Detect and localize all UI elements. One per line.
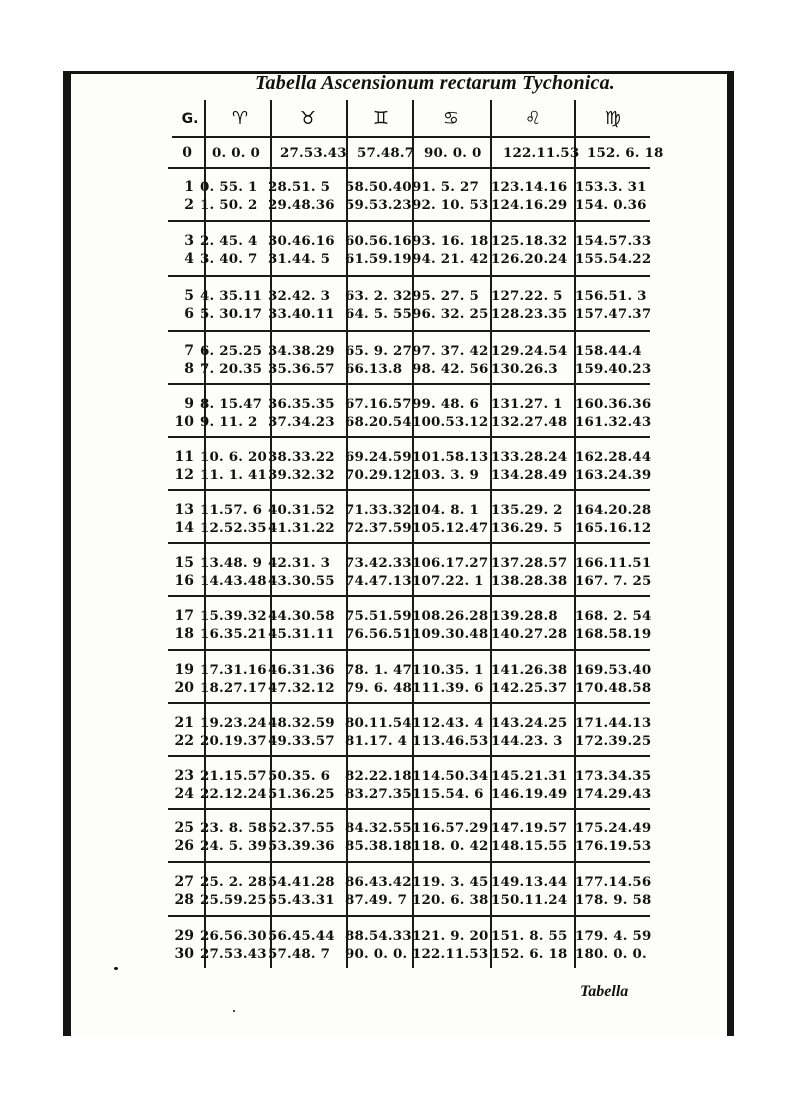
group-rule <box>168 755 650 757</box>
degree-label: 26 <box>174 838 194 854</box>
table-cell: 83.27.35 <box>345 786 412 802</box>
table-cell: 154.57.33 <box>575 233 652 249</box>
table-cell: 135.29. 2 <box>491 502 563 518</box>
table-cell: 36.35.35 <box>268 396 335 412</box>
table-cell: 125.18.32 <box>491 233 568 249</box>
table-cell: 161.32.43 <box>575 414 652 430</box>
group-rule <box>168 330 650 332</box>
table-cell: 130.26.3 <box>491 361 558 377</box>
degree-label: 5 <box>184 288 194 304</box>
header-sign-6: ♍ <box>604 108 622 129</box>
group-rule <box>168 489 650 491</box>
table-cell: 140.27.28 <box>491 626 568 642</box>
table-cell: 39.32.32 <box>268 467 335 483</box>
header-sign-2: ♉ <box>299 108 317 129</box>
degree-label: 15 <box>174 555 194 571</box>
table-cell: 150.11.24 <box>491 892 568 908</box>
table-cell: 17.31.16 <box>200 662 267 678</box>
table-cell: 16.35.21 <box>200 626 267 642</box>
table-cell: 158.44.4 <box>575 343 642 359</box>
table-cell: 13.48. 9 <box>200 555 263 571</box>
table-cell: 174.29.43 <box>575 786 652 802</box>
group-rule <box>168 808 650 810</box>
degree-label: 8 <box>184 361 194 377</box>
table-cell: 156.51. 3 <box>575 288 647 304</box>
table-cell: 136.29. 5 <box>491 520 563 536</box>
table-cell: 52.37.55 <box>268 820 335 836</box>
table-cell: 137.28.57 <box>491 555 568 571</box>
table-cell: 131.27. 1 <box>491 396 563 412</box>
table-cell: 149.13.44 <box>491 874 568 890</box>
table-cell: 65. 9. 27 <box>345 343 413 359</box>
table-cell: 126.20.24 <box>491 251 568 267</box>
table-cell: 4. 35.11 <box>200 288 263 304</box>
degree-label: 24 <box>174 786 194 802</box>
table-cell: 164.20.28 <box>575 502 652 518</box>
table-cell: 51.36.25 <box>268 786 335 802</box>
table-cell: 113.46.53 <box>412 733 489 749</box>
table-cell: 6. 25.25 <box>200 343 263 359</box>
table-cell: 132.27.48 <box>491 414 568 430</box>
group-rule <box>168 167 650 169</box>
table-cell: 76.56.51 <box>345 626 412 642</box>
table-cell: 72.37.59 <box>345 520 412 536</box>
table-cell: 75.51.59 <box>345 608 412 624</box>
table-cell: 26.56.30 <box>200 928 267 944</box>
table-cell: 9. 11. 2 <box>200 414 258 430</box>
degree-label: 22 <box>174 733 194 749</box>
group-rule <box>168 702 650 704</box>
table-cell: 96. 32. 25 <box>412 306 489 322</box>
table-cell: 145.21.31 <box>491 768 568 784</box>
table-cell: 97. 37. 42 <box>412 343 489 359</box>
header-sign-5: ♌ <box>524 108 542 129</box>
table-cell: 27.53.43 <box>280 145 347 161</box>
table-cell: 69.24.59 <box>345 449 412 465</box>
table-cell: 14.43.48 <box>200 573 267 589</box>
table-cell: 60.56.16 <box>345 233 412 249</box>
table-cell: 122.11.53 <box>412 946 489 962</box>
table-cell: 46.31.36 <box>268 662 335 678</box>
table-cell: 1. 50. 2 <box>200 197 258 213</box>
table-cell: 24. 5. 39 <box>200 838 268 854</box>
table-cell: 10. 6. 20 <box>200 449 268 465</box>
table-cell: 3. 40. 7 <box>200 251 258 267</box>
table-cell: 73.42.33 <box>345 555 412 571</box>
table-cell: 35.36.57 <box>268 361 335 377</box>
table-cell: 147.19.57 <box>491 820 568 836</box>
table-cell: 87.49. 7 <box>345 892 408 908</box>
degree-label: 18 <box>174 626 194 642</box>
degree-label: 3 <box>184 233 194 249</box>
table-cell: 139.28.8 <box>491 608 558 624</box>
degree-label: 13 <box>174 502 194 518</box>
table-cell: 88.54.33 <box>345 928 412 944</box>
table-cell: 81.17. 4 <box>345 733 408 749</box>
table-cell: 129.24.54 <box>491 343 568 359</box>
degree-label: 4 <box>184 251 194 267</box>
table-cell: 27.53.43 <box>200 946 267 962</box>
table-cell: 100.53.12 <box>412 414 489 430</box>
table-cell: 171.44.13 <box>575 715 652 731</box>
degree-label: 23 <box>174 768 194 784</box>
table-cell: 115.54. 6 <box>412 786 484 802</box>
table-cell: 179. 4. 59 <box>575 928 652 944</box>
degree-label: 28 <box>174 892 194 908</box>
table-cell: 48.32.59 <box>268 715 335 731</box>
table-cell: 71.33.32 <box>345 502 412 518</box>
table-cell: 95. 27. 5 <box>412 288 480 304</box>
table-cell: 123.14.16 <box>491 179 568 195</box>
degree-label: 9 <box>184 396 194 412</box>
table-cell: 80.11.54 <box>345 715 412 731</box>
table-cell: 109.30.48 <box>412 626 489 642</box>
table-cell: 55.43.31 <box>268 892 335 908</box>
table-cell: 148.15.55 <box>491 838 568 854</box>
table-cell: 74.47.13 <box>345 573 412 589</box>
table-cell: 152. 6. 18 <box>587 145 664 161</box>
table-cell: 30.46.16 <box>268 233 335 249</box>
degree-label: 21 <box>174 715 194 731</box>
header-rule <box>172 136 650 138</box>
table-cell: 134.28.49 <box>491 467 568 483</box>
table-cell: 63. 2. 32 <box>345 288 413 304</box>
table-cell: 124.16.29 <box>491 197 568 213</box>
table-cell: 37.34.23 <box>268 414 335 430</box>
table-cell: 11.57. 6 <box>200 502 263 518</box>
table-cell: 66.13.8 <box>345 361 403 377</box>
header-sign-4: ♋ <box>442 108 460 129</box>
degree-label: 17 <box>174 608 194 624</box>
table-cell: 31.44. 5 <box>268 251 331 267</box>
table-cell: 0. 55. 1 <box>200 179 258 195</box>
table-cell: 107.22. 1 <box>412 573 484 589</box>
table-cell: 143.24.25 <box>491 715 568 731</box>
table-cell: 70.29.12 <box>345 467 412 483</box>
table-cell: 167. 7. 25 <box>575 573 652 589</box>
table-cell: 108.26.28 <box>412 608 489 624</box>
table-cell: 8. 15.47 <box>200 396 263 412</box>
table-cell: 43.30.55 <box>268 573 335 589</box>
table-cell: 19.23.24 <box>200 715 267 731</box>
degree-label: 6 <box>184 306 194 322</box>
table-cell: 170.48.58 <box>575 680 652 696</box>
table-cell: 178. 9. 58 <box>575 892 652 908</box>
degree-label: 0 <box>182 145 192 161</box>
table-cell: 152. 6. 18 <box>491 946 568 962</box>
table-cell: 90. 0. 0. <box>345 946 408 962</box>
table-cell: 91. 5. 27 <box>412 179 480 195</box>
table-cell: 78. 1. 47 <box>345 662 413 678</box>
table-cell: 84.32.55 <box>345 820 412 836</box>
table-cell: 20.19.37 <box>200 733 267 749</box>
table-cell: 103. 3. 9 <box>412 467 480 483</box>
table-cell: 128.23.35 <box>491 306 568 322</box>
table-cell: 44.30.58 <box>268 608 335 624</box>
table-cell: 56.45.44 <box>268 928 335 944</box>
ink-speck <box>114 967 118 970</box>
degree-label: 12 <box>174 467 194 483</box>
table-cell: 12.52.35 <box>200 520 267 536</box>
table-cell: 29.48.36 <box>268 197 335 213</box>
table-cell: 79. 6. 48 <box>345 680 413 696</box>
catchword: Tabella <box>580 983 629 1000</box>
table-cell: 40.31.52 <box>268 502 335 518</box>
table-cell: 61.59.19 <box>345 251 412 267</box>
header-degree: G. <box>181 111 199 127</box>
table-cell: 162.28.44 <box>575 449 652 465</box>
table-cell: 144.23. 3 <box>491 733 563 749</box>
degree-label: 2 <box>184 197 194 213</box>
table-cell: 142.25.37 <box>491 680 568 696</box>
table-cell: 68.20.54 <box>345 414 412 430</box>
degree-label: 14 <box>174 520 194 536</box>
table-cell: 7. 20.35 <box>200 361 263 377</box>
table-cell: 110.35. 1 <box>412 662 484 678</box>
table-cell: 122.11.53 <box>503 145 580 161</box>
table-cell: 0. 0. 0 <box>212 145 260 161</box>
degree-label: 10 <box>174 414 194 430</box>
table-cell: 101.58.13 <box>412 449 489 465</box>
table-cell: 116.57.29 <box>412 820 489 836</box>
ink-speck <box>233 1010 235 1012</box>
group-rule <box>168 649 650 651</box>
table-cell: 105.12.47 <box>412 520 489 536</box>
table-cell: 85.38.18 <box>345 838 412 854</box>
table-cell: 176.19.53 <box>575 838 652 854</box>
table-cell: 99. 48. 6 <box>412 396 480 412</box>
table-cell: 53.39.36 <box>268 838 335 854</box>
table-cell: 47.32.12 <box>268 680 335 696</box>
table-cell: 21.15.57 <box>200 768 267 784</box>
table-cell: 22.12.24 <box>200 786 267 802</box>
table-cell: 64. 5. 55 <box>345 306 413 322</box>
group-rule <box>168 275 650 277</box>
table-cell: 57.48. 7 <box>268 946 331 962</box>
table-cell: 57.48.7 <box>357 145 415 161</box>
table-cell: 163.24.39 <box>575 467 652 483</box>
header-sign-3: ♊ <box>372 108 390 129</box>
table-cell: 111.39. 6 <box>412 680 484 696</box>
table-cell: 34.38.29 <box>268 343 335 359</box>
table-cell: 153.3. 31 <box>575 179 647 195</box>
table-cell: 104. 8. 1 <box>412 502 480 518</box>
table-cell: 168. 2. 54 <box>575 608 652 624</box>
table-cell: 138.28.38 <box>491 573 568 589</box>
table-cell: 177.14.56 <box>575 874 652 890</box>
table-cell: 173.34.35 <box>575 768 652 784</box>
table-cell: 50.35. 6 <box>268 768 331 784</box>
degree-label: 27 <box>174 874 194 890</box>
table-cell: 114.50.34 <box>412 768 489 784</box>
table-cell: 23. 8. 58 <box>200 820 268 836</box>
degree-label: 7 <box>184 343 194 359</box>
group-rule <box>168 383 650 385</box>
table-cell: 11. 1. 41 <box>200 467 268 483</box>
group-rule <box>168 220 650 222</box>
table-cell: 118. 0. 42 <box>412 838 489 854</box>
table-cell: 98. 42. 56 <box>412 361 489 377</box>
table-cell: 41.31.22 <box>268 520 335 536</box>
table-cell: 165.16.12 <box>575 520 652 536</box>
table-cell: 141.26.38 <box>491 662 568 678</box>
table-cell: 49.33.57 <box>268 733 335 749</box>
page-title: Tabella Ascensionum rectarum Tychonica. <box>254 72 616 94</box>
group-rule <box>168 915 650 917</box>
table-cell: 175.24.49 <box>575 820 652 836</box>
table-cell: 169.53.40 <box>575 662 652 678</box>
table-cell: 42.31. 3 <box>268 555 331 571</box>
header-sign-1: ♈ <box>231 108 249 129</box>
table-cell: 33.40.11 <box>268 306 335 322</box>
table-cell: 94. 21. 42 <box>412 251 489 267</box>
table-cell: 172.39.25 <box>575 733 652 749</box>
group-rule <box>168 436 650 438</box>
table-cell: 112.43. 4 <box>412 715 484 731</box>
table-cell: 151. 8. 55 <box>491 928 568 944</box>
table-cell: 168.58.19 <box>575 626 652 642</box>
table-cell: 25. 2. 28 <box>200 874 268 890</box>
group-rule <box>168 542 650 544</box>
table-cell: 86.43.42 <box>345 874 412 890</box>
degree-label: 25 <box>174 820 194 836</box>
table-cell: 121. 9. 20 <box>412 928 489 944</box>
table-cell: 146.19.49 <box>491 786 568 802</box>
table-cell: 166.11.51 <box>575 555 652 571</box>
table-cell: 90. 0. 0 <box>424 145 482 161</box>
degree-label: 20 <box>174 680 194 696</box>
table-cell: 159.40.23 <box>575 361 652 377</box>
table-cell: 38.33.22 <box>268 449 335 465</box>
table-cell: 58.50.40 <box>345 179 412 195</box>
table-cell: 28.51. 5 <box>268 179 331 195</box>
table-cell: 180. 0. 0. <box>575 946 647 962</box>
degree-label: 29 <box>174 928 194 944</box>
group-rule <box>168 861 650 863</box>
table-cell: 18.27.17 <box>200 680 267 696</box>
table-cell: 106.17.27 <box>412 555 489 571</box>
table-cell: 82.22.18 <box>345 768 412 784</box>
table-cell: 15.39.32 <box>200 608 267 624</box>
table-cell: 133.28.24 <box>491 449 568 465</box>
table-cell: 127.22. 5 <box>491 288 563 304</box>
table-cell: 54.41.28 <box>268 874 335 890</box>
table-cell: 67.16.57 <box>345 396 412 412</box>
table-cell: 5. 30.17 <box>200 306 263 322</box>
table-cell: 32.42. 3 <box>268 288 331 304</box>
table-cell: 2. 45. 4 <box>200 233 258 249</box>
table-cell: 59.53.23 <box>345 197 412 213</box>
table-cell: 120. 6. 38 <box>412 892 489 908</box>
group-rule <box>168 595 650 597</box>
table-cell: 160.36.36 <box>575 396 652 412</box>
degree-label: 30 <box>174 946 194 962</box>
table-cell: 93. 16. 18 <box>412 233 489 249</box>
degree-label: 1 <box>184 179 194 195</box>
table-cell: 25.59.25 <box>200 892 267 908</box>
table-cell: 157.47.37 <box>575 306 652 322</box>
table-cell: 45.31.11 <box>268 626 335 642</box>
table-cell: 155.54.22 <box>575 251 652 267</box>
table-cell: 154. 0.36 <box>575 197 647 213</box>
degree-label: 16 <box>174 573 194 589</box>
table-cell: 92. 10. 53 <box>412 197 489 213</box>
degree-label: 11 <box>174 449 194 465</box>
table-cell: 119. 3. 45 <box>412 874 489 890</box>
degree-label: 19 <box>174 662 194 678</box>
